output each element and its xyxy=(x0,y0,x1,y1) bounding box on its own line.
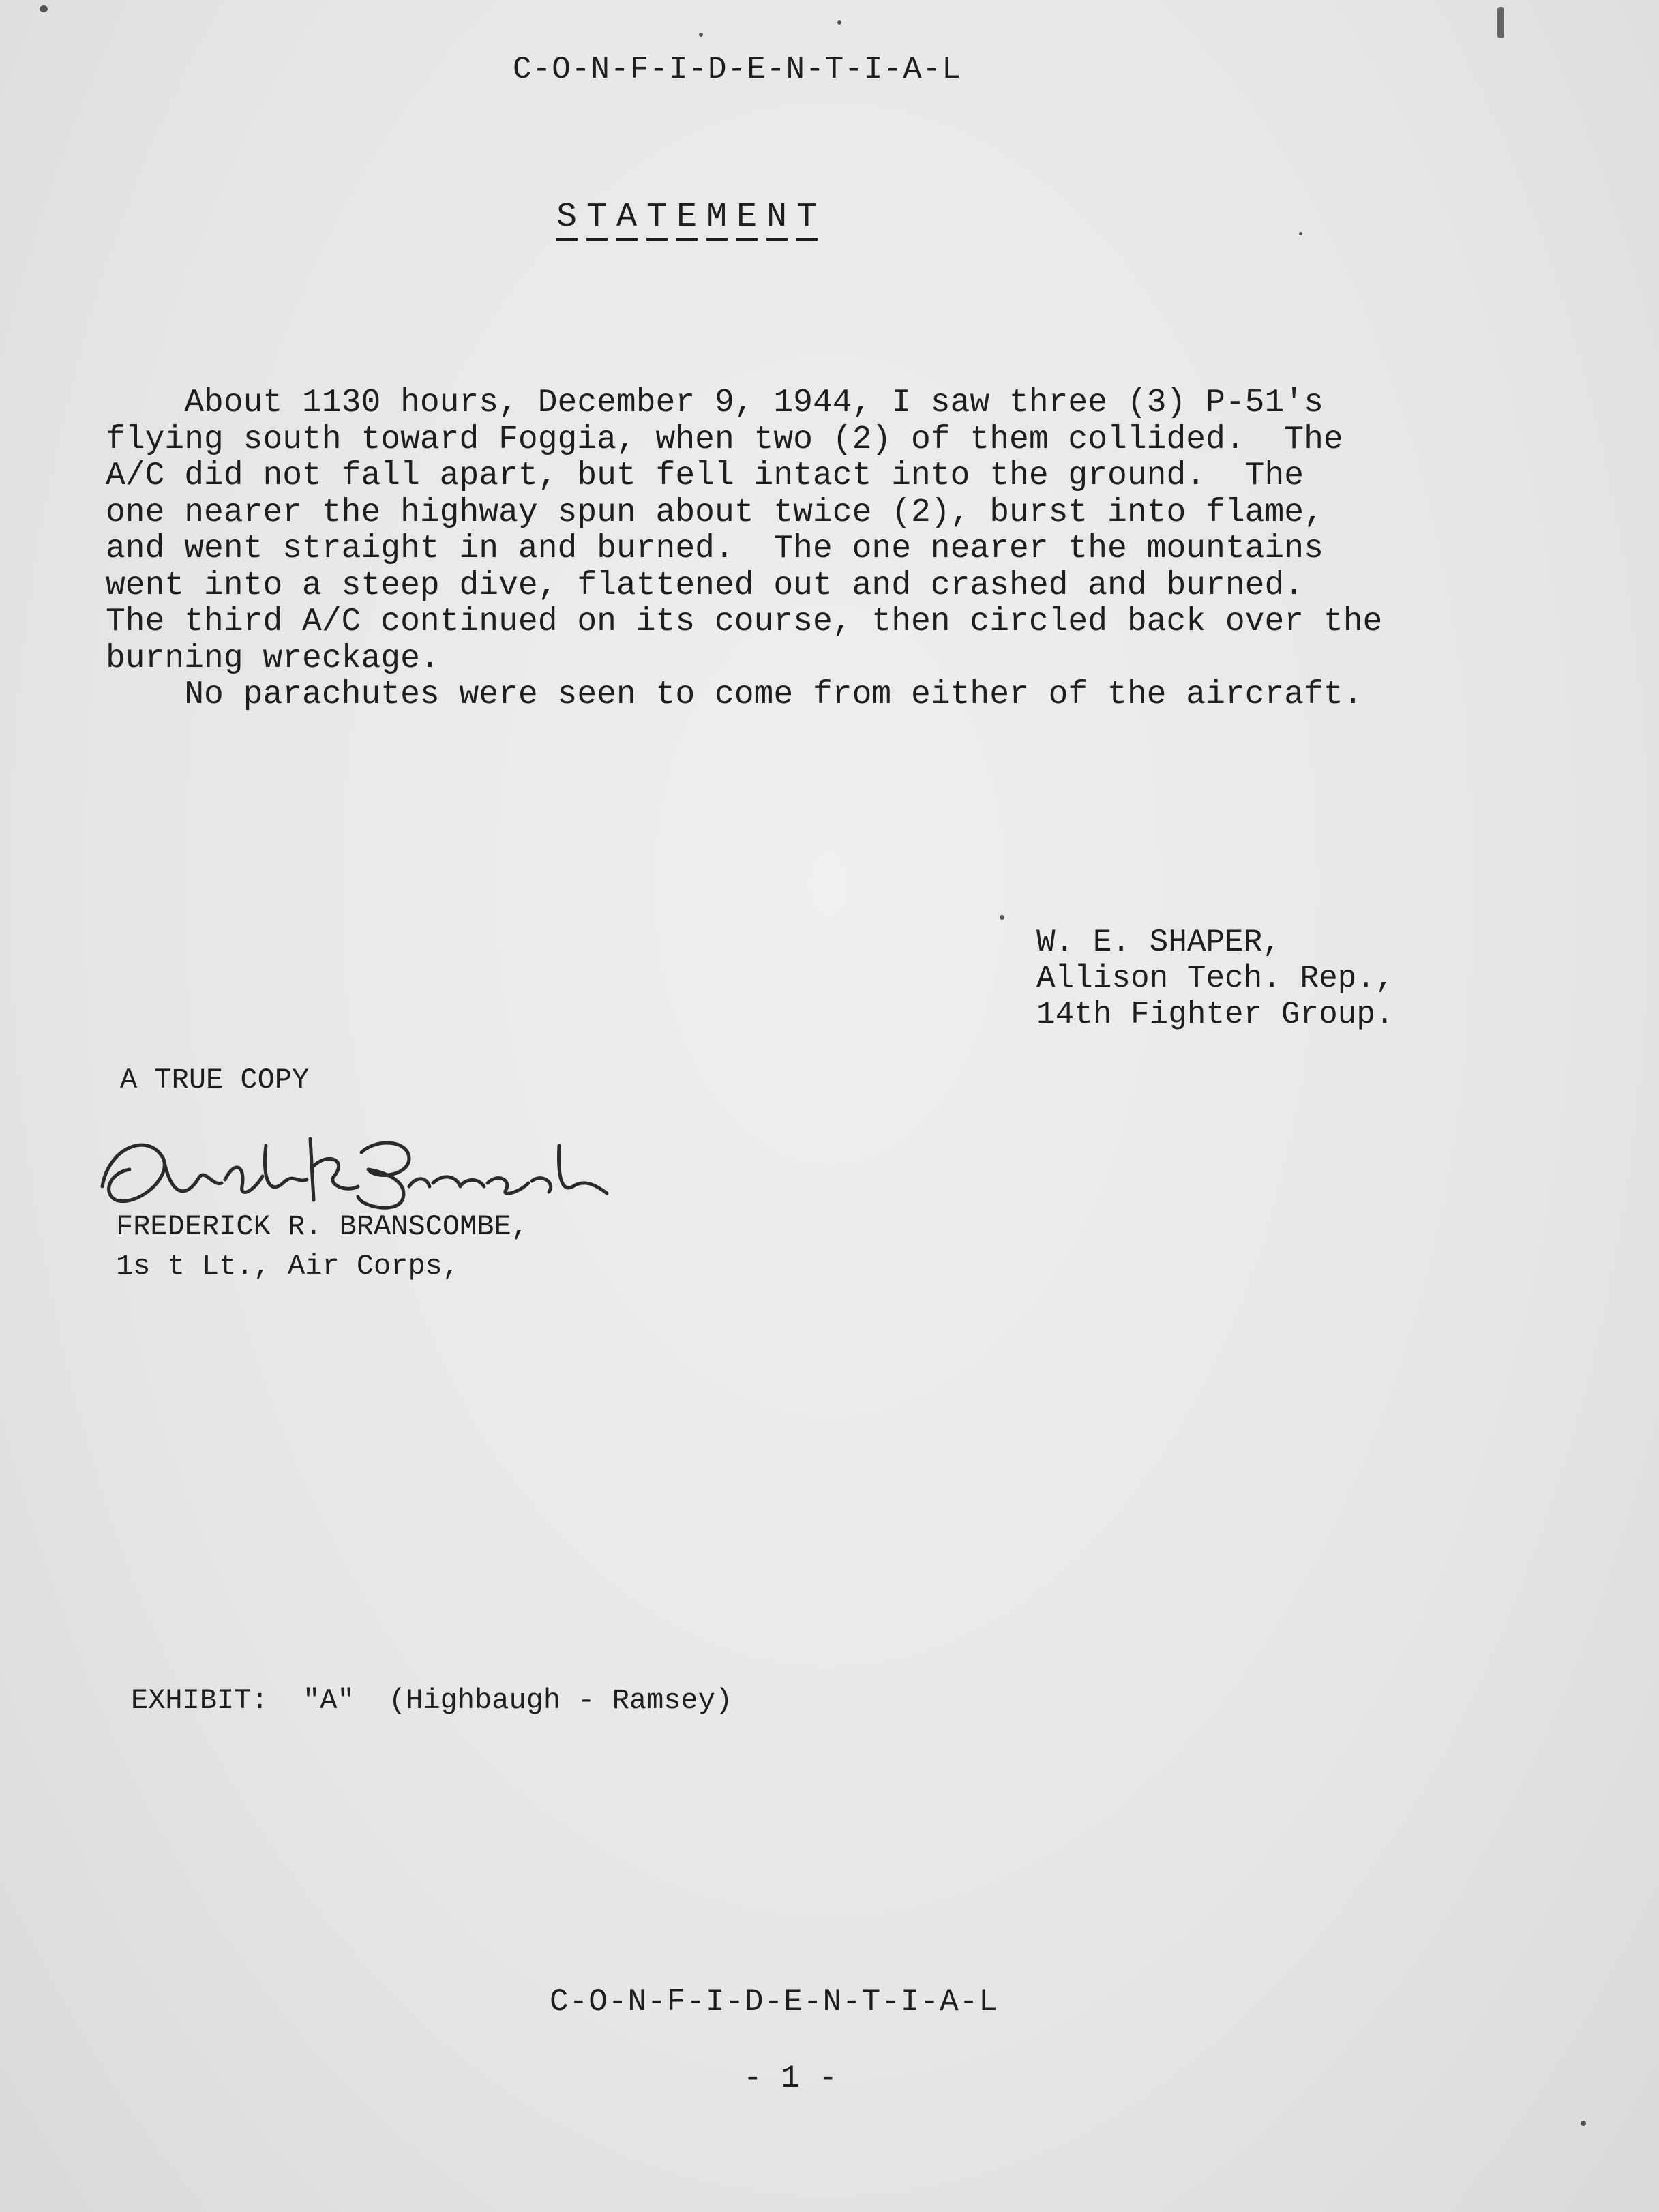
statement-line: one nearer the highway spun about twice (2), burst into flame, xyxy=(106,494,1324,531)
exhibit-label: EXHIBIT: "A" (Highbaugh - Ramsey) xyxy=(131,1684,733,1717)
statement-body xyxy=(106,385,1382,714)
title-letter: A xyxy=(616,198,638,241)
statement-line: The third A/C continued on its course, then circled back over the xyxy=(106,603,1383,640)
statement-line: flying south toward Foggia, when two (2) of them collided. The xyxy=(106,421,1343,458)
footer-classification-marking: C-O-N-F-I-D-E-N-T-I-A-L xyxy=(550,1984,998,2020)
certifier-rank: 1s t Lt., Air Corps, xyxy=(116,1250,460,1283)
title-letter: E xyxy=(676,198,698,241)
title-letter: N xyxy=(766,198,788,241)
statement-line: went into a steep dive, flattened out and crashed and burned. xyxy=(106,567,1304,604)
title-letter: S xyxy=(556,198,578,241)
statement-line: burning wreckage. xyxy=(106,640,440,677)
signatory-name: W. E. SHAPER, xyxy=(1036,925,1281,960)
statement-line: About 1130 hours, December 9, 1944, I saw three (3) P-51's xyxy=(106,385,1324,421)
page-number: - 1 - xyxy=(743,2061,838,2096)
paper-mark xyxy=(1497,7,1504,38)
title-letter: T xyxy=(586,198,608,241)
title-letter: E xyxy=(736,198,758,241)
title-letter: M xyxy=(706,198,728,241)
statement-line: A/C did not fall apart, but fell intact into the ground. The xyxy=(106,458,1304,494)
paper-speck xyxy=(1000,915,1004,920)
paper-speck xyxy=(699,33,703,37)
signatory-unit: 14th Fighter Group. xyxy=(1036,997,1394,1032)
statement-line: and went straight in and burned. The one nearer the mountains xyxy=(106,530,1324,567)
certifier-block xyxy=(116,1207,528,1286)
true-copy-label: A TRUE COPY xyxy=(120,1064,310,1096)
title-letter: T xyxy=(796,198,818,241)
statement-title xyxy=(556,198,826,237)
paper-speck xyxy=(1299,232,1302,235)
paper-speck xyxy=(837,20,841,25)
title-letter: T xyxy=(646,198,668,241)
statement-line: No parachutes were seen to come from either of the aircraft. xyxy=(106,676,1363,713)
header-classification-marking: C-O-N-F-I-D-E-N-T-I-A-L xyxy=(513,52,961,87)
signatory-title: Allison Tech. Rep., xyxy=(1036,961,1394,996)
paper-speck xyxy=(40,5,48,12)
paper-speck xyxy=(1581,2121,1586,2126)
certifier-name: FREDERICK R. BRANSCOMBE, xyxy=(116,1210,528,1243)
signatory-block xyxy=(1036,925,1394,1033)
